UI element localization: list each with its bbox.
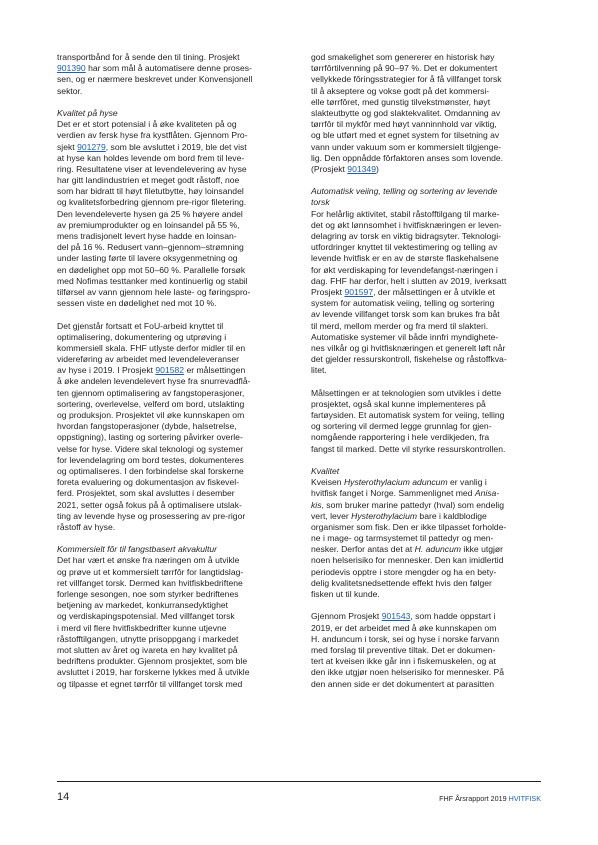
paragraph-gap	[311, 600, 543, 611]
text-segment: hvitfisk fanget i Norge. Sammenlignet med	[311, 488, 475, 499]
species-name: Hysterothylacium	[351, 510, 418, 521]
text-line: foreta evaluering og dokumentasjon av fiskevel-	[57, 477, 240, 488]
text-line: vann under vakuum som er kommersielt tilgjenge-	[311, 141, 502, 152]
paragraph-gap	[57, 533, 289, 544]
text-line: og optimaliseres. I den forbindelse skal forskerne	[57, 465, 244, 476]
text-line: av premiumprodukter og en loinsandel på 55 %,	[57, 219, 240, 230]
report-title: FHF Årsrapport 2019	[439, 794, 507, 803]
text-line	[311, 164, 543, 175]
text-segment: )	[375, 163, 379, 174]
text-line	[57, 63, 289, 74]
text-line: lig. Den oppnådde fôrfaktoren anses som lovende.	[311, 152, 504, 163]
text-line: og sortering vil dermed legge grunnlag for gjen-	[311, 421, 492, 432]
text-segment: bare i kaldblodige	[417, 510, 487, 521]
section-brand: HVITFISK	[508, 794, 541, 803]
text-line	[311, 500, 543, 511]
text-line: har gitt landindustrien et meget godt råstoff, noe	[57, 175, 240, 186]
text-segment: av hyse i 2019. I Prosjekt	[57, 365, 156, 376]
text-line: Det er et stort potensial i å øke kvaliteten på og	[57, 119, 237, 130]
text-line: sortering, overlevelse, velferd om bord, utslakting	[57, 398, 245, 409]
project-link[interactable]: 901279	[77, 141, 106, 152]
text-line: delagring av torsk en viktig bidragsyter. Teknologi-	[311, 231, 501, 241]
text-line	[57, 365, 289, 376]
text-line: den annen side er det dokumentert at parasitten	[311, 678, 494, 689]
text-line: transportbånd for å sende den til tining. Prosjekt	[57, 52, 240, 62]
section-heading: Kommersielt fôr til fangstbasert akvakultur	[57, 544, 217, 555]
species-name: Anisa-	[474, 488, 500, 499]
text-segment: Prosjekt	[311, 286, 345, 297]
text-line: og prøve ut et kommersielt tørrfôr for langtidslag-	[57, 566, 244, 577]
text-line: kommersiell skala. FHF utlyste derfor midler til en	[57, 342, 246, 353]
text-line: bedriftens produkter. Gjennom prosjektet, som ble	[57, 656, 248, 667]
text-line: ring. Resultatene viser at levendelevering av hyse	[57, 163, 247, 174]
paragraph-gap	[57, 309, 289, 320]
text-line: 2021, setter også fokus på å optimalisere utslak-	[57, 499, 242, 510]
text-line: i merd vil flere hvitfiskbedrifter kunne utjevne	[57, 622, 227, 633]
text-line: optimalisering, dokumentering og utprøving i	[57, 331, 227, 342]
project-link[interactable]: 901349	[347, 163, 376, 174]
text-line: vellykkede fôringsstrategier for å få villfanget torsk	[311, 74, 502, 85]
text-line: prosjektet, også skal kunne implementeres på	[311, 398, 486, 409]
text-segment: noen helserisiko for mennesker. Den kan imidlertid	[311, 555, 504, 566]
text-line	[311, 544, 543, 555]
text-segment: (Prosjekt	[311, 163, 348, 174]
text-line	[311, 533, 543, 544]
text-line: god smakelighet som genererer en historisk høy	[311, 52, 495, 62]
text-line: sektor.	[57, 85, 83, 96]
text-line: at hyse kan holdes levende om bord frem til leve-	[57, 152, 245, 163]
text-line: og tilpasse et egnet tørrfôr til villfanget torsk med	[57, 678, 243, 689]
text-line	[311, 477, 543, 488]
text-line: Den levendeleverte hysen ga 25 % høyere andel	[57, 208, 243, 219]
text-line: Automatiske systemer vil både innfri myndighete-	[311, 331, 499, 342]
footer-rule	[57, 781, 541, 782]
species-name: Hysterothylacium aduncum	[343, 477, 448, 488]
text-segment: ikke utgjør	[461, 544, 504, 555]
text-line: verdien av fersk hyse fra kystflåten. Gjennom Pro-	[57, 130, 248, 141]
text-line: H. anduncum i torsk, sei og hyse i norske farvann	[311, 633, 500, 644]
text-line: til merd, mellom merder og fra merd til slakteri.	[311, 320, 489, 331]
project-link[interactable]: 901597	[344, 286, 374, 297]
text-line: sessen viste en dødelighet ned mot 10 %.	[57, 298, 217, 309]
text-segment: , som hadde oppstart i	[410, 611, 496, 622]
species-name: kis	[311, 499, 322, 510]
text-line: litet.	[311, 365, 327, 376]
text-line: og kvalitetsforbedring gjennom pre-rigor filetering.	[57, 197, 247, 208]
text-segment: Gjennom Prosjekt	[311, 611, 382, 622]
paragraph-gap	[57, 97, 289, 108]
text-line: tilførsel av vann gjennom hele laste- og føringspro-	[57, 286, 251, 297]
text-segment: fisken ut til kunde.	[311, 589, 380, 599]
text-line: hvordan fangstoperasjoner (dybde, halsetrelse,	[57, 421, 237, 432]
text-line: med forslag til preventive tiltak. Det er dokumen-	[311, 644, 496, 655]
text-line: det og økt lønnsomhet i hvitfisknæringen er leven-	[311, 219, 502, 230]
text-line: elle tørrfôret, med gunstig tilvekstmønster, høyt	[311, 96, 491, 107]
text-segment: er målsettingen	[184, 365, 246, 376]
text-segment: , der målsettingen er å utvikle et	[373, 286, 495, 297]
text-line: Det har vært et ønske fra næringen om å utvikle	[57, 555, 240, 566]
text-segment: vert, lever	[311, 510, 352, 521]
project-link[interactable]: 901582	[155, 365, 185, 376]
text-line	[311, 522, 543, 533]
text-line: tørrfôr til mykfôr med høyt vanninnhold var viktig,	[311, 119, 497, 130]
text-line: system for automatisk veiing, telling og sortering	[311, 298, 495, 309]
text-line: og produksjon. Prosjektet vil øke kunnskapen om	[57, 410, 245, 420]
text-line: levende hvitfisk er en av de største flaskehalsene	[311, 253, 499, 264]
text-line: og verdiskapingspotensial. Med villfanget torsk	[57, 611, 235, 622]
text-line: betjening av markedet, konkurransedyktighet	[57, 600, 229, 611]
text-segment: nesker. Derfor antas det at	[311, 544, 415, 555]
text-line	[311, 287, 543, 298]
text-line: for økt verdiskaping for levendefangst-næringen i	[311, 264, 498, 275]
paragraph-gap	[311, 376, 543, 387]
text-line: ferd. Prosjektet, som skal avsluttes i desember	[57, 488, 235, 499]
text-line: med Nofimas testtanker med kontinuerlig og stabil	[57, 275, 248, 286]
section-heading: torsk	[311, 197, 330, 208]
page-number: 14	[57, 791, 70, 803]
text-line: ret villfanget torsk. Dermed kan hvitfiskbedriftene	[57, 577, 243, 588]
text-segment: ne i mage- og tarmsystemet til pattedyr og men-	[311, 533, 494, 544]
text-line	[311, 611, 543, 622]
text-line	[311, 567, 543, 578]
text-segment: Kveisen	[311, 477, 344, 488]
text-line	[311, 555, 543, 566]
text-line: dag. FHF har derfor, helt i slutten av 2019, iverksatt	[311, 275, 507, 286]
text-line: nes vilkår og gi hvitfisknæringen et generelt løft når	[311, 342, 506, 353]
text-segment: delig kvalitetsnedsettende effekt hvis den følger	[311, 577, 492, 588]
text-segment: organismer som fisk. Den er ikke tilpasset forholde-	[311, 521, 507, 532]
text-line: forlenge sesongen, noe som styrker bedriftenes	[57, 589, 239, 599]
text-line: av levende villfanget torsk som kan brukes fra båt	[311, 309, 500, 320]
text-segment: periodevis opptre i store mengder og ha en bety-	[311, 566, 497, 577]
text-segment: , som bruker marine pattedyr (hval) som endelig	[321, 499, 504, 510]
text-line	[57, 142, 289, 153]
right-column	[311, 52, 543, 690]
section-heading: Kvalitet	[311, 465, 340, 476]
text-line: til å akseptere og vokse godt på det kommersi-	[311, 85, 490, 96]
paragraph-gap	[311, 175, 543, 186]
text-line	[311, 578, 543, 589]
project-link[interactable]: 901390	[57, 63, 86, 74]
text-line: slakteutbytte og god slaktekvalitet. Omdanning av	[311, 107, 501, 118]
text-segment: sjekt	[57, 141, 78, 152]
text-line: avsluttet i 2019, har forskerne lykkes med å utvikle	[57, 667, 250, 678]
text-line: for levendelagring om bord testes, dokumenteres	[57, 454, 244, 465]
text-line: 2019, er det arbeidet med å øke kunnskapen om	[311, 622, 497, 633]
left-column	[57, 52, 289, 690]
text-line: tørrfôrtilvenning på 90–97 %. Det er dokumentert	[311, 63, 498, 74]
text-line: nomgående rapportering i hele verdikjeden, fra	[311, 432, 490, 443]
text-line	[311, 488, 543, 499]
species-name: H. aduncum	[414, 544, 462, 555]
text-line: utfordringer knyttet til vektestimering og telling av	[311, 242, 498, 253]
text-line: å øke andelen levendelevert hyse fra snurrevadflå-	[57, 376, 251, 387]
text-line: mot slutten av året og ivareta en høy kvalitet på	[57, 644, 238, 655]
text-line: den ikke utgjør noen helserisiko for mennesker. På	[311, 667, 504, 678]
text-line: Målsettingen er at teknologien som utvikles i dette	[311, 387, 502, 398]
section-heading: Kvalitet på hyse	[57, 107, 118, 118]
text-line: ten gjennom optimalisering av fangstoperasjoner,	[57, 387, 245, 398]
text-line	[311, 511, 543, 522]
text-line: mens tradisjonelt levert hyse hadde en loinsan-	[57, 231, 237, 241]
text-line: fartøysiden. Et automatisk system for veiing, telling	[311, 410, 505, 420]
text-line: råstoff av hyse.	[57, 521, 116, 532]
paragraph-gap	[311, 455, 543, 466]
text-line: For helårlig aktivitet, stabil råstofftilgang til marke-	[311, 208, 500, 219]
text-line: råstofftilgangen, utnytte prisoppgang i markedet	[57, 633, 239, 644]
section-heading: Automatisk veiing, telling og sortering av levende	[311, 186, 498, 197]
text-line: tert at kveisen ikke går inn i fiskemuskelen, og at	[311, 656, 496, 667]
text-line	[311, 589, 543, 600]
text-segment: er vanlig i	[447, 477, 487, 488]
text-line: fangst til marked. Dette vil styrke ressurskontrollen.	[311, 443, 506, 454]
project-link[interactable]: 901543	[381, 611, 411, 622]
text-line: videreføring av arbeidet med levendeleveranser	[57, 354, 240, 365]
text-line: under lasting førte til lavere oksygenmetning og	[57, 253, 238, 264]
text-line: som har bidratt til høyt filetutbytte, høy loinsandel	[57, 186, 244, 197]
text-segment: , som ble avsluttet i 2019, ble det vist	[105, 141, 247, 152]
text-line: velse for hyse. Videre skal teknologi og systemer	[57, 443, 244, 454]
text-line: sen, og er nærmere beskrevet under Konvensjonell	[57, 74, 253, 85]
text-line: og ble utført med et egnet system for tilsetning av	[311, 130, 500, 141]
text-segment: har som mål å automatisere denne proses-	[85, 63, 252, 74]
text-line: det gjelder ressurskontroll, fiskehelse og råstoffkva-	[311, 354, 507, 365]
text-line: oppstigning), lasting og sortering påvirker overle-	[57, 432, 243, 443]
text-line: del på 16 %. Redusert vann‒gjennom‒strømning	[57, 242, 244, 253]
text-line: Det gjenstår fortsatt et FoU-arbeid knyttet til	[57, 320, 224, 331]
report-footer	[439, 794, 541, 803]
text-line: ting av levende hyse og prosessering av pre-rigor	[57, 510, 246, 521]
text-line: en dødelighet opp mot 50–60 %. Parallelle forsøk	[57, 264, 246, 275]
